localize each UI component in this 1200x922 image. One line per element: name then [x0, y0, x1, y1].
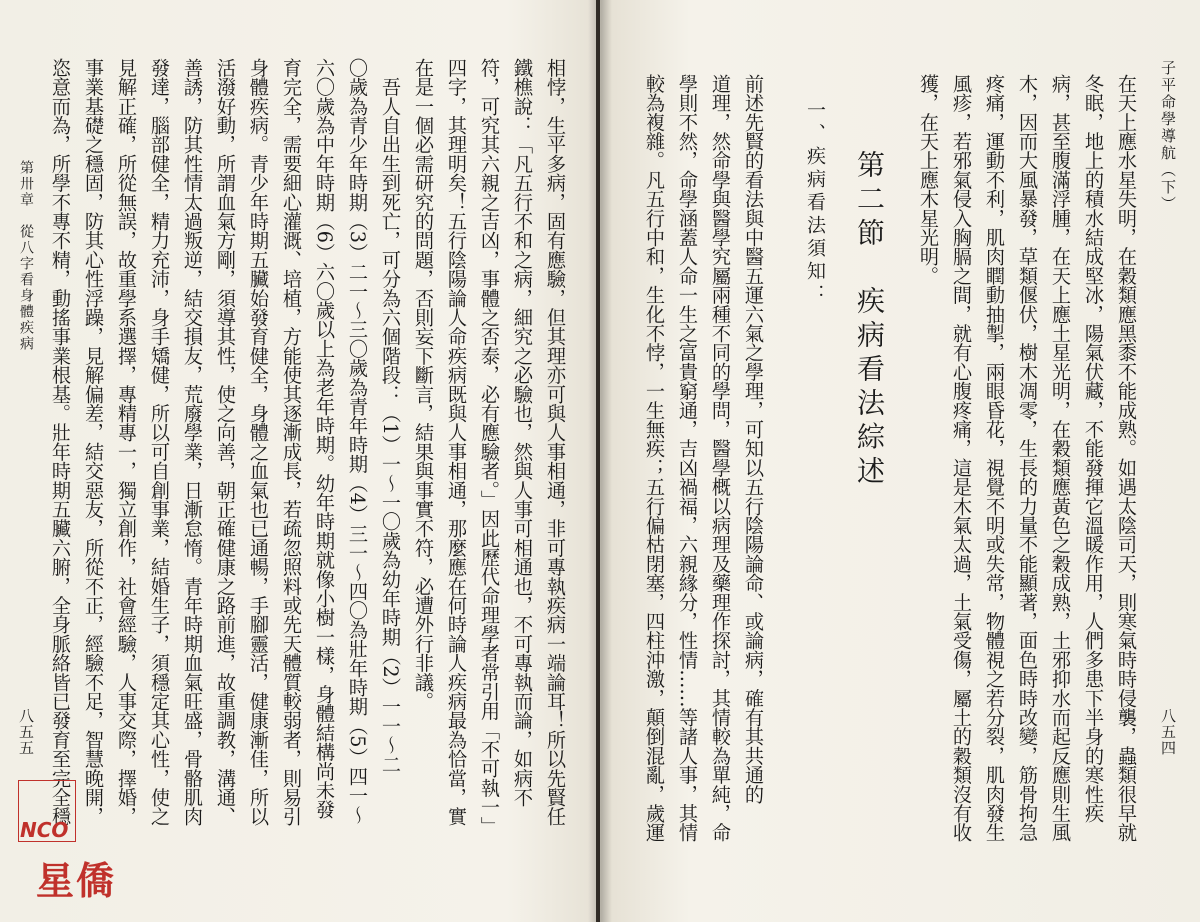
text-column: 六〇歲為中年時期（6）六〇歲以上為老年時期。幼年時期就像小樹一樣，身體結構尚未發: [313, 58, 336, 820]
running-header: 子平命學導航（下）: [1159, 60, 1177, 213]
page-number: 八五四: [1159, 708, 1177, 756]
text-column: 相悖，生平多病，固有應驗，但其理亦可與人事相通，非可專執疾病一端論耳！所以先賢任: [544, 58, 567, 826]
section-title: 第二節 疾病看法綜述: [853, 150, 886, 490]
page-number: 八五五: [17, 708, 35, 756]
stamp-latin: NCO: [20, 818, 69, 842]
text-column: 前述先賢的看法與中醫五運六氣之學理，可知以五行陰陽論命、或論病，確有其共通的: [742, 74, 765, 804]
left-page: [0, 0, 596, 922]
text-column: 道理，然命學與醫學究屬兩種不同的學問，醫學概以病理及藥理作探討，其情較為單純，命: [709, 74, 732, 842]
text-column: 病，甚至腹滿浮腫，在天上應土星光明，在穀類應黃色之穀成熟，土邪抑水而起反應則生風: [1049, 74, 1072, 842]
text-column: 四字，其理明矣！五行陰陽論人命疾病既與人事相通，那麼應在何時論人疾病最為恰當，實: [445, 58, 468, 826]
text-column: 在天上應水星失明，在穀類應黑黍不能成熟。如遇太陰司天，則寒氣時時侵襲，蟲類很早就: [1115, 74, 1138, 842]
text-column: 育完全，需要細心灌溉、培植，方能使其逐漸成長，若疏忽照料或先天體質較弱者，則易引: [280, 58, 303, 826]
text-column: 學則不然，命學涵蓋人命一生之富貴窮通，吉凶禍福，六親緣分，性情……等諸人事，其情: [676, 74, 699, 842]
text-column: 善誘，防其性情太過叛逆，結交損友，荒廢學業，日漸怠惰。青年時期血氣旺盛，骨骼肌肉: [181, 58, 204, 826]
text-column: 恣意而為，所學不專不精，動搖事業根基。壯年時期五臟六腑，全身脈絡皆已發育至完全穩: [49, 58, 72, 826]
book-gutter: [588, 0, 612, 922]
text-column: 〇歲為青少年時期（3）二一～三〇歲為青年時期（4）三一～四〇為壯年時期（5）四一～: [346, 58, 369, 825]
text-column: 獲，在天上應木星光明。: [917, 74, 940, 286]
text-column: 鐵樵說：「凡五行不和之病，細究之必驗也，然與人事可相通也，不可專執而論，如病不: [511, 58, 534, 807]
text-column: 活潑好動，所謂血氣方剛，須導其性，使之向善，朝正確健康之路前進，故重調教，溝通、: [214, 58, 237, 826]
watermark-stamp: [14, 776, 120, 902]
stamp-chinese: 星僑: [36, 859, 117, 903]
text-column: 發達，腦部健全，精力充沛，身手矯健，所以可自創事業，結婚生子，須穩定其心性，使之: [148, 58, 171, 826]
text-column: 見解正確，所從無誤，故重學系選擇，專精專一，獨立創作，社會經驗，人事交際，擇婚，: [115, 58, 138, 826]
text-column: 木，因而大風暴發，草類偃伏，樹木凋零，生長的力量不能顯著，面色時時改變，筋骨拘急: [1016, 74, 1039, 842]
subsection-title: 一、疾病看法須知：: [804, 100, 826, 307]
chapter-footer: 第卅章 從八字看身體疾病: [18, 160, 34, 352]
text-column: 在是一個必需研究的問題，否則妄下斷言，結果與事實不符，必遭外行非議。: [412, 58, 435, 711]
text-column: 符，可究其六親之吉凶，事體之否泰，必有應驗者。」因此歷代命理學者常引用「不可執一」: [478, 58, 501, 836]
text-column: 身體疾病。青少年時期五臟始發育健全，身體之血氣也已通暢，手腳靈活，健康漸佳，所以: [247, 58, 270, 826]
text-column: 事業基礎之穩固，防其心性浮躁，見解偏差，結交惡友，所從不正，經驗不足，智慧晚開，: [82, 58, 105, 826]
right-page: [600, 0, 1200, 922]
text-column: 冬眠，地上的積水結成堅冰，陽氣伏藏，不能發揮它溫暖作用，人們多患下半身的寒性疾: [1082, 74, 1105, 823]
text-column: 風疹，若邪氣侵入胸膈之間，就有心腹疼痛，這是木氣太過，土氣受傷，屬土的穀類沒有收: [950, 74, 973, 842]
text-column: 吾人自出生到死亡，可分為六個階段：（1）一～一〇歲為幼年時期（2）一一～二: [379, 58, 402, 774]
text-column: 較為複雜。凡五行中和，生化不悖，一生無疾；五行偏枯閉塞，四柱沖激，顛倒混亂，歲運: [643, 74, 666, 842]
text-column: 疼痛，運動不利，肌肉瞤動抽掣，兩眼昏花，視覺不明或失常，物體視之若分裂，肌肉發生: [983, 74, 1006, 842]
